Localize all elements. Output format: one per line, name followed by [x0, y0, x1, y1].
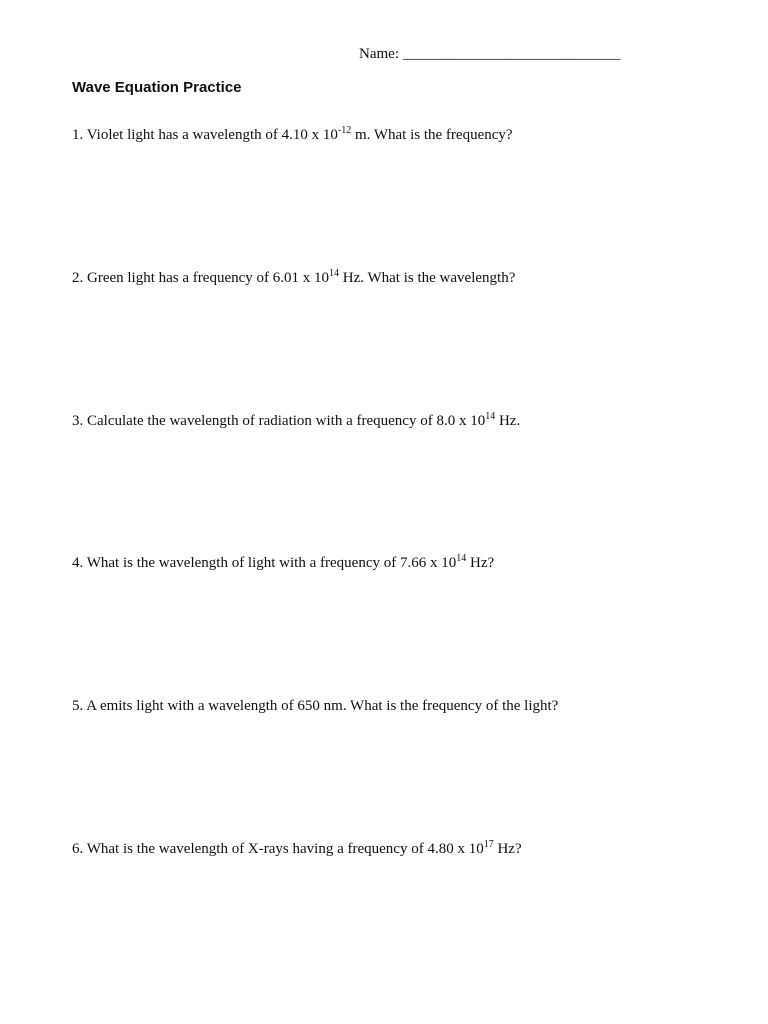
question-text: A emits light with a wavelength of 650 nm. What is the frequency of the light?: [86, 698, 559, 714]
question-number: 3.: [72, 413, 84, 429]
question-text: Violet light has a wavelength of 4.10 x 10: [86, 127, 338, 143]
question-text: What is the wavelength of X-rays having a frequency of 4.80 x 10: [86, 841, 484, 857]
question-number: 6.: [72, 841, 84, 857]
question-exponent: 17: [483, 839, 494, 850]
question-exponent: 14: [456, 553, 467, 564]
name-blank: _____________________________: [402, 46, 621, 62]
name-line: [359, 46, 620, 63]
question-4: [72, 555, 494, 572]
question-6: [72, 841, 522, 858]
question-text-end: Hz?: [466, 555, 495, 571]
question-text-end: m. What is the frequency?: [351, 127, 513, 143]
name-label: Name:: [359, 46, 399, 62]
question-1: [72, 127, 513, 144]
question-text: Calculate the wavelength of radiation with a frequency of 8.0 x 10: [87, 413, 486, 429]
page-title: Wave Equation Practice: [72, 79, 242, 96]
question-number: 4.: [72, 555, 84, 571]
question-2: [72, 270, 515, 287]
question-text-end: Hz. What is the wavelength?: [339, 270, 516, 286]
question-3: [72, 413, 520, 430]
question-number: 1.: [72, 127, 84, 143]
question-exponent: 14: [485, 411, 496, 422]
question-text: What is the wavelength of light with a frequency of 7.66 x 10: [86, 555, 457, 571]
question-number: 2.: [72, 270, 84, 286]
question-text: Green light has a frequency of 6.01 x 10: [87, 270, 330, 286]
question-exponent: -12: [337, 125, 352, 136]
question-exponent: 14: [329, 268, 340, 279]
question-5: [72, 698, 558, 715]
question-text-end: Hz?: [493, 841, 522, 857]
question-text-end: Hz.: [495, 413, 521, 429]
question-number: 5.: [72, 698, 84, 714]
